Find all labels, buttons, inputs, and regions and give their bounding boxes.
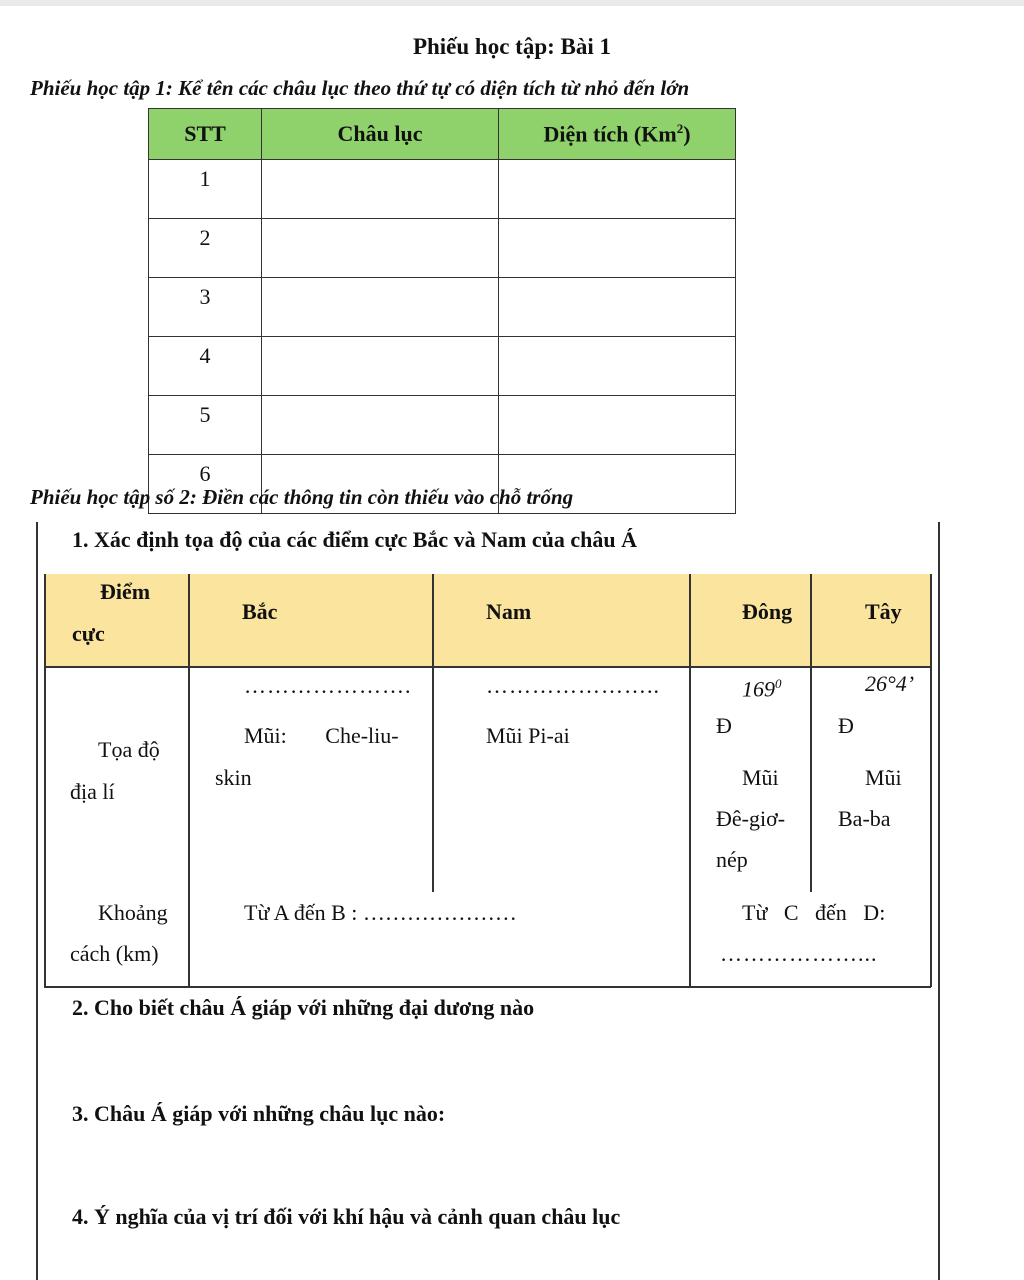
row-number: 2: [149, 219, 262, 278]
grid-line: [44, 574, 46, 987]
east-cape-2: Đê-giơ-: [716, 806, 786, 831]
south-cape-name: Mũi Pi-ai: [486, 723, 570, 748]
west-cape-2: Ba-ba: [838, 806, 891, 831]
question-2: 2. Cho biết châu Á giáp với những đại dương nào: [72, 995, 535, 1020]
question-4: 4. Ý nghĩa của vị trí đối với khí hậu và cảnh quan châu lục: [72, 1204, 621, 1229]
col-stt: STT: [149, 109, 262, 160]
east-cape-3: nép: [716, 847, 748, 872]
page-title: Phiếu học tập: Bài 1: [412, 34, 612, 59]
grid-line: [44, 986, 931, 988]
row-number: 3: [149, 278, 262, 337]
row-number: 6: [149, 455, 262, 514]
question-3: 3. Châu Á giáp với những châu lục nào:: [72, 1101, 446, 1126]
header-diem: Điểm: [100, 579, 151, 604]
header-west: Tây: [865, 599, 902, 624]
question-1: 1. Xác định tọa độ của các điểm cực Bắc và Nam của châu Á: [72, 527, 638, 552]
grid-line: [432, 574, 434, 892]
header-cuc: cực: [72, 621, 105, 646]
row-number: 4: [149, 337, 262, 396]
west-degree: 26°4’: [865, 671, 915, 696]
west-direction: Đ: [838, 713, 854, 738]
distance-c-d-blank[interactable]: ………………...: [720, 941, 878, 966]
header-south: Nam: [486, 599, 532, 624]
north-cape-name: Mũi: Che-liu-: [244, 723, 399, 748]
col-area: Diện tích (Km$^2$): [499, 109, 736, 160]
north-cape-name-2: skin: [215, 765, 252, 790]
header-east: Đông: [742, 599, 793, 624]
coord-label-2: địa lí: [70, 779, 115, 804]
north-coord-blank[interactable]: ………………….: [244, 673, 412, 698]
distance-label-2: cách (km): [70, 941, 159, 966]
row-number: 1: [149, 160, 262, 219]
grid-line: [930, 574, 932, 987]
sheet1-heading: Phiếu học tập 1: Kể tên các châu lục theo thứ tự có diện tích từ nhỏ đến lớn: [30, 76, 690, 100]
distance-c-d: Từ C đến D:: [742, 900, 886, 925]
header-north: Bắc: [242, 599, 278, 624]
col-continent: Châu lục: [262, 109, 499, 160]
coord-label: Tọa độ: [98, 737, 160, 762]
west-cape-1: Mũi: [865, 765, 902, 790]
grid-line: [810, 574, 812, 892]
distance-a-b[interactable]: Từ A đến B : …………………: [244, 900, 517, 925]
east-degree: $169^0$: [742, 676, 782, 702]
east-direction: Đ: [716, 713, 732, 738]
grid-line: [689, 574, 691, 987]
row-number: 5: [149, 396, 262, 455]
east-cape-1: Mũi: [742, 765, 779, 790]
grid-line: [188, 574, 190, 987]
distance-label: Khoảng: [98, 900, 168, 925]
south-coord-blank[interactable]: …………………..: [486, 673, 660, 698]
sheet2-heading: Phiếu học tập số 2: Điền các thông tin còn thiếu vào chỗ trống: [30, 485, 574, 509]
